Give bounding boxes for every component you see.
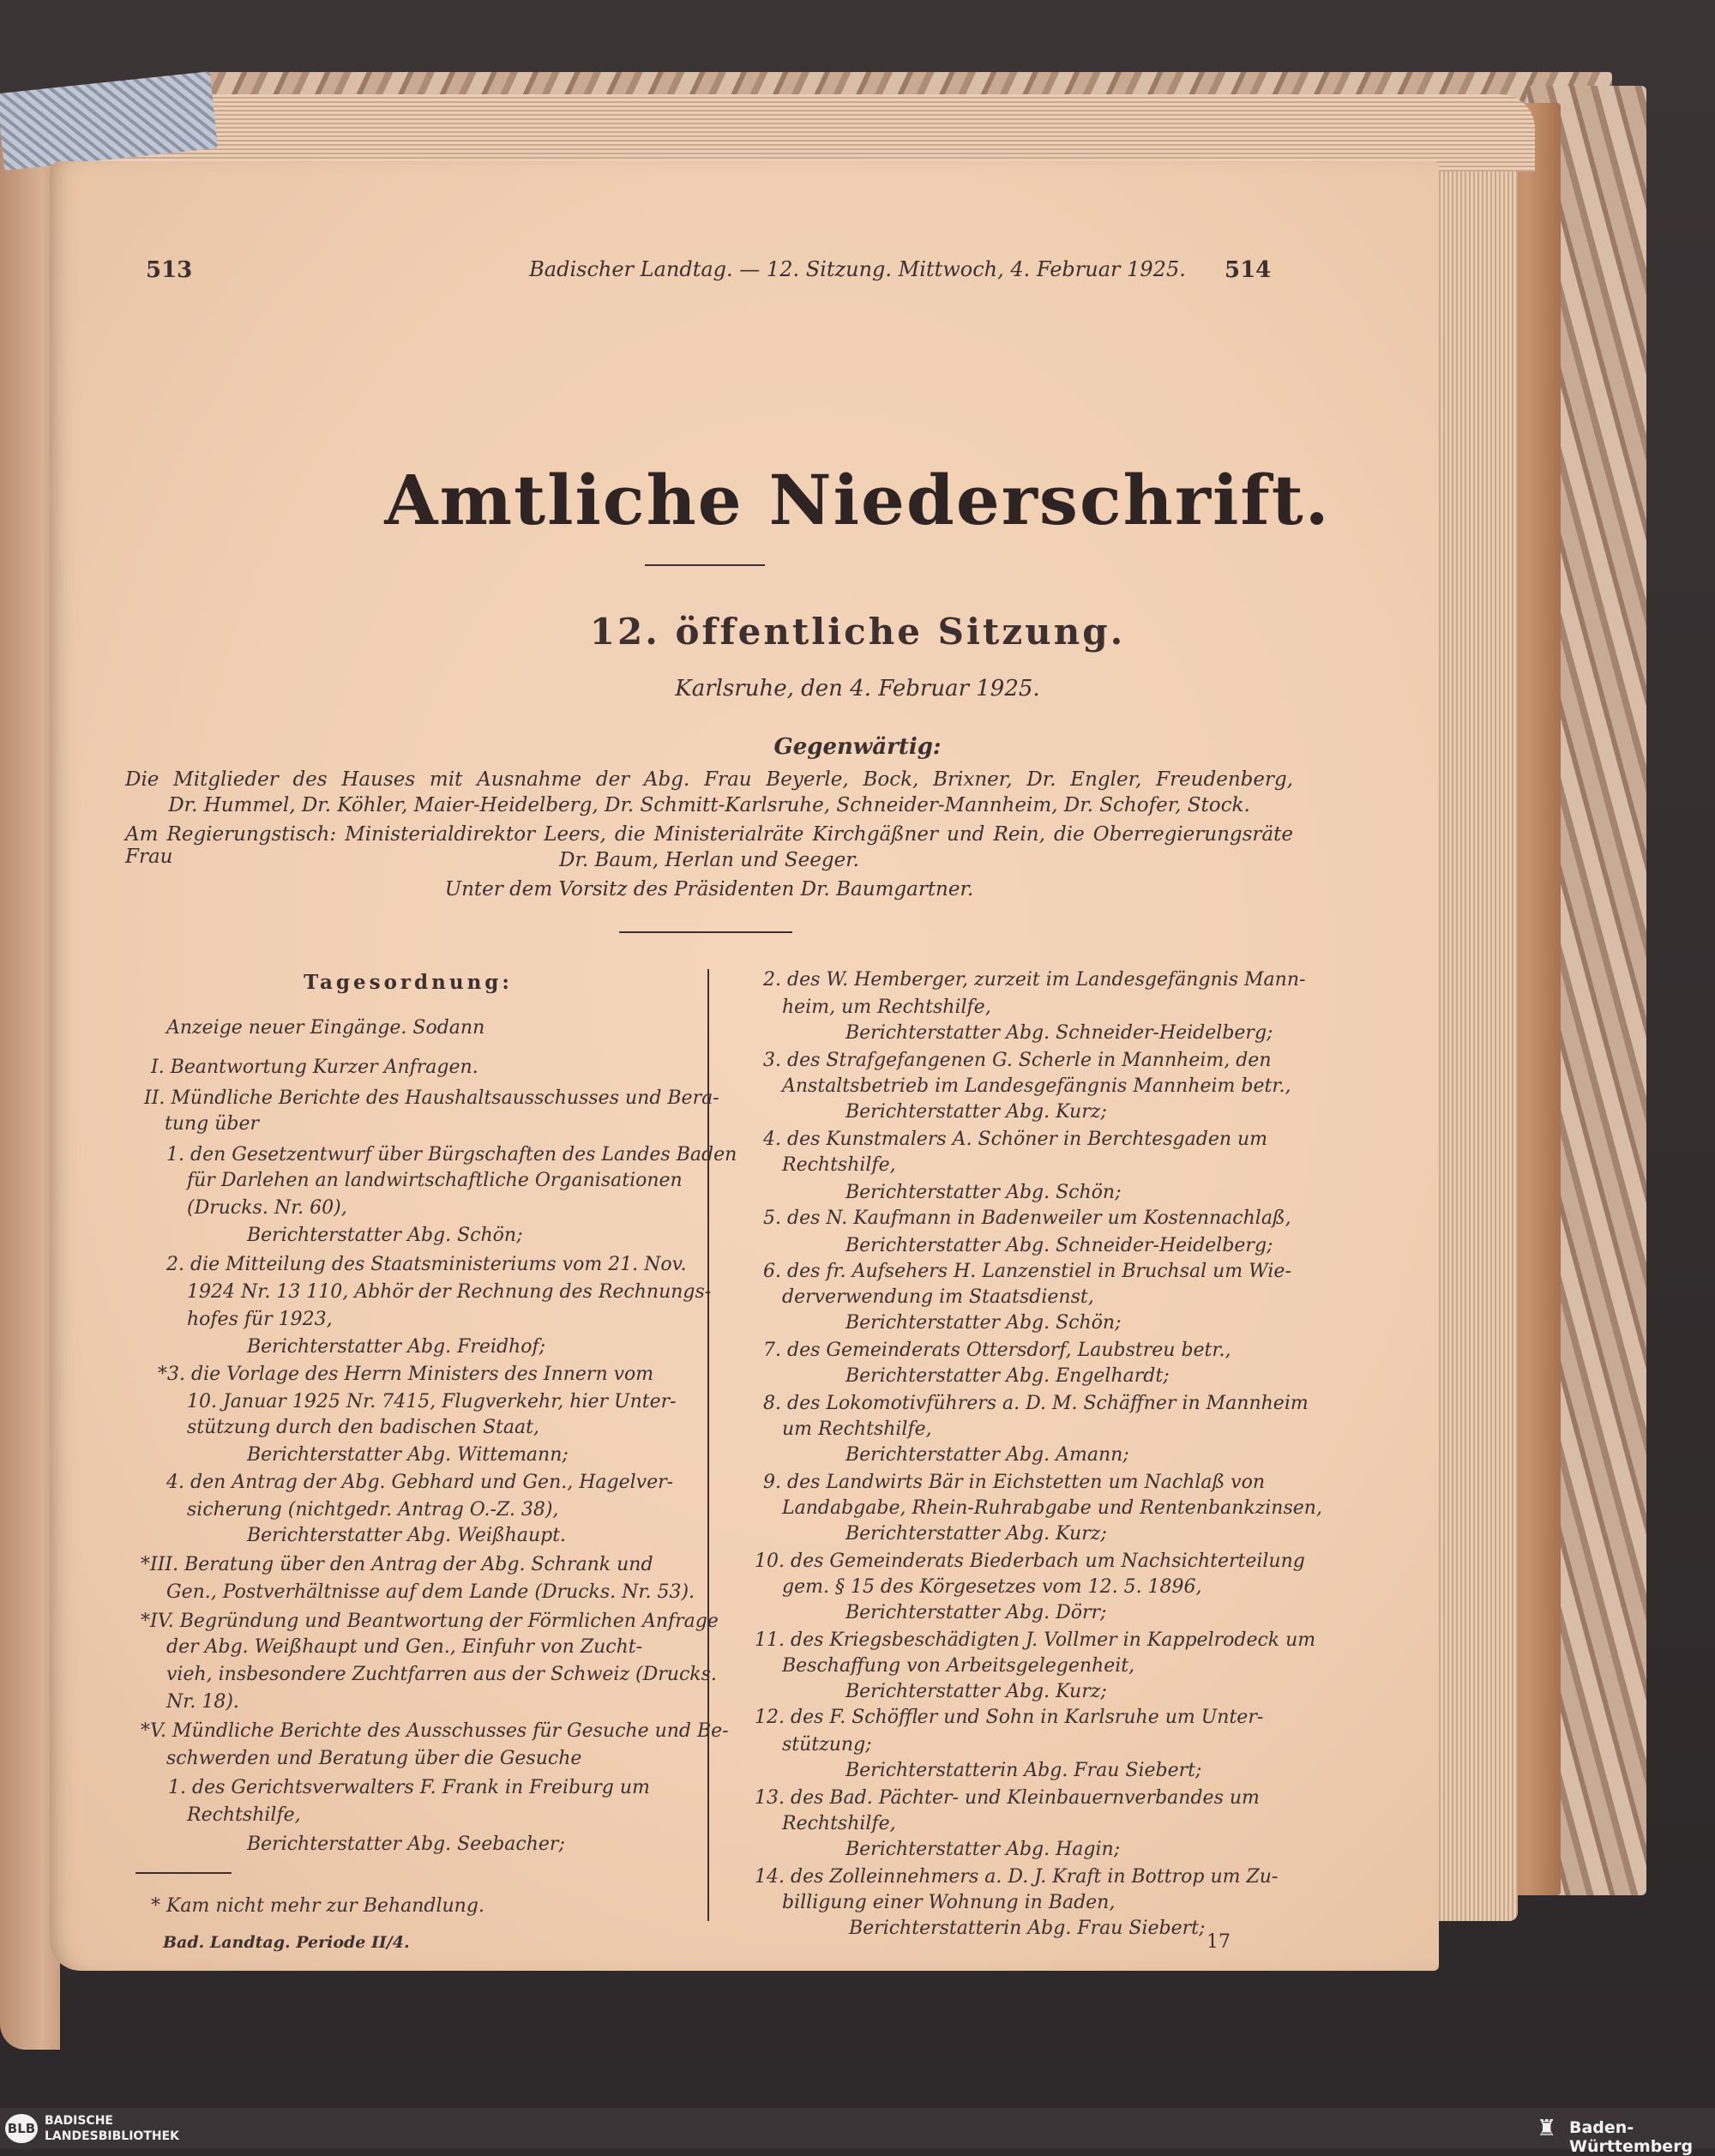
agenda-line: 11. des Kriegsbeschädigten J. Vollmer in Kappelrodeck um <box>755 1629 1316 1651</box>
agenda-line: 14. des Zolleinnehmers a. D. J. Kraft in Bottrop um Zu- <box>755 1866 1279 1888</box>
agenda-line: für Darlehen an landwirtschaftliche Organisationen <box>187 1170 683 1191</box>
agenda-line: Berichterstatter Abg. Wittemann; <box>247 1444 569 1466</box>
agenda-line: stützung durch den badischen Staat, <box>187 1417 539 1438</box>
agenda-line: 12. des F. Schöffler und Sohn in Karlsruhe um Unter- <box>755 1707 1264 1728</box>
agenda-line: billigung einer Wohnung in Baden, <box>782 1892 1116 1913</box>
agenda-line: Berichterstatter Abg. Schneider-Heidelberg; <box>845 1235 1273 1256</box>
blb-logo[interactable]: BLB <box>5 2114 38 2143</box>
place-date: Karlsruhe, den 4. Februar 1925. <box>675 676 1040 702</box>
library-name[interactable] <box>45 2113 179 2144</box>
agenda-line: 13. des Bad. Pächter- und Kleinbauernverbandes um <box>755 1787 1260 1809</box>
agenda-line: *III. Beratung über den Antrag der Abg. Schrank und <box>141 1554 653 1575</box>
agenda-line: Anzeige neuer Eingänge. Sodann <box>166 1017 485 1039</box>
session-title: 12. öffentliche Sitzung. <box>589 611 1126 653</box>
agenda-line: um Rechtshilfe, <box>782 1418 932 1440</box>
agenda-line: 1924 Nr. 13 110, Abhör der Rechnung des Rechnungs- <box>187 1281 712 1303</box>
agenda-line: derverwendung im Staatsdienst, <box>782 1286 1094 1308</box>
present-line: Am Regierungstisch: Ministerialdirektor Leers, die Ministerialräte Kirchgäßner und Rein, die Oberregierungsräte Frau <box>125 823 1293 868</box>
library-name-line1: BADISCHE <box>45 2114 113 2128</box>
running-header: Badischer Landtag. — 12. Sitzung. Mittwoch, 4. Februar 1925. <box>529 257 1186 281</box>
agenda-line: II. Mündliche Berichte des Haushaltsausschusses und Bera- <box>144 1087 719 1109</box>
agenda-line: Rechtshilfe, <box>187 1804 301 1826</box>
page-number-left: 513 <box>146 257 193 283</box>
agenda-line: schwerden und Beratung über die Gesuche <box>166 1748 582 1769</box>
agenda-line: Berichterstatter Abg. Amann; <box>845 1444 1129 1466</box>
agenda-line: Landabgabe, Rhein-Ruhrabgabe und Rentenbankzinsen, <box>782 1497 1322 1519</box>
agenda-line: 2. die Mitteilung des Staatsministeriums vom 21. Nov. <box>166 1254 687 1275</box>
library-name-line2: LANDESBIBLIOTHEK <box>45 2129 180 2143</box>
present-line: Dr. Baum, Herlan und Seeger. <box>559 849 859 871</box>
agenda-line: heim, um Rechtshilfe, <box>782 997 991 1018</box>
coat-of-arms-icon: ♜ <box>1537 2116 1557 2141</box>
agenda-line: Berichterstatter Abg. Schön; <box>247 1225 523 1246</box>
agenda-line: sicherung (nichtgedr. Antrag O.-Z. 38), <box>187 1499 559 1521</box>
agenda-line: Berichterstatter Abg. Schneider-Heidelberg; <box>845 1022 1273 1044</box>
agenda-line: Berichterstatter Abg. Seebacher; <box>247 1834 565 1855</box>
agenda-heading: Tagesordnung: <box>304 971 513 994</box>
agenda-line: 2. des W. Hemberger, zurzeit im Landesgefängnis Mann- <box>763 969 1306 991</box>
footer-left: Bad. Landtag. Periode II/4. <box>163 1933 410 1952</box>
present-heading: Gegenwärtig: <box>773 734 942 760</box>
agenda-line: Rechtshilfe, <box>782 1154 896 1176</box>
agenda-line: 10. des Gemeinderats Biederbach um Nachsichterteilung <box>755 1551 1305 1572</box>
agenda-line: 9. des Landwirts Bär in Eichstetten um Nachlaß von <box>763 1472 1266 1493</box>
agenda-line: tung über <box>165 1113 260 1135</box>
present-line: Dr. Hummel, Dr. Köhler, Maier-Heidelberg, Dr. Schmitt-Karlsruhe, Schneider-Mannheim, Dr. Schofer, Stock. <box>168 794 1250 816</box>
agenda-line: Rechtshilfe, <box>782 1813 896 1834</box>
agenda-line: 5. des N. Kaufmann in Badenweiler um Kostennachlaß, <box>763 1207 1291 1229</box>
agenda-line: 4. des Kunstmalers A. Schöner in Berchtesgaden um <box>763 1129 1268 1150</box>
agenda-line: (Drucks. Nr. 60), <box>187 1197 347 1219</box>
agenda-line: Berichterstatter Abg. Kurz; <box>845 1681 1107 1702</box>
agenda-line: Berichterstatter Abg. Schön; <box>845 1312 1122 1334</box>
agenda-line: 7. des Gemeinderats Ottersdorf, Laubstreu betr., <box>763 1340 1231 1361</box>
document-title: Amtliche Niederschrift. <box>384 460 1331 540</box>
agenda-line: Berichterstatter Abg. Engelhardt; <box>845 1365 1170 1387</box>
footnote: * Kam nicht mehr zur Behandlung. <box>151 1895 484 1917</box>
agenda-line: Beschaffung von Arbeitsgelegenheit, <box>782 1655 1135 1677</box>
agenda-line: *IV. Begründung und Beantwortung der Förmlichen Anfrage <box>141 1611 719 1632</box>
agenda-line: 1. den Gesetzentwurf über Bürgschaften des Landes Baden <box>166 1144 737 1165</box>
agenda-line: Berichterstatter Abg. Schön; <box>845 1182 1122 1203</box>
agenda-line: Berichterstatter Abg. Kurz; <box>845 1523 1107 1545</box>
agenda-line: Berichterstatter Abg. Hagin; <box>845 1839 1121 1860</box>
agenda-line: Berichterstatter Abg. Kurz; <box>845 1101 1107 1123</box>
agenda-line: 4. den Antrag der Abg. Gebhard und Gen., Hagelver- <box>166 1472 674 1493</box>
agenda-line: Nr. 18). <box>166 1691 239 1713</box>
agenda-line: stützung; <box>782 1734 872 1756</box>
agenda-line: *V. Mündliche Berichte des Ausschusses für Gesuche und Be- <box>141 1720 729 1742</box>
page-number-right: 514 <box>1225 257 1272 283</box>
agenda-line: hofes für 1923, <box>187 1309 333 1330</box>
agenda-line: Gen., Postverhältnisse auf dem Lande (Drucks. Nr. 53). <box>166 1581 695 1603</box>
present-line: Die Mitglieder des Hauses mit Ausnahme der Abg. Frau Beyerle, Bock, Brixner, Dr. Engler, Freudenberg, <box>125 768 1293 791</box>
agenda-line: 8. des Lokomotivführers a. D. M. Schäffner in Mannheim <box>763 1393 1309 1414</box>
footer-sheet-number: 17 <box>1207 1931 1231 1953</box>
agenda-line: Berichterstatter Abg. Dörr; <box>845 1602 1107 1623</box>
agenda-line: 1. des Gerichtsverwalters F. Frank in Freiburg um <box>168 1777 650 1798</box>
agenda-line: der Abg. Weißhaupt und Gen., Einfuhr von Zucht- <box>166 1636 643 1658</box>
agenda-line: Berichterstatter Abg. Weißhaupt. <box>247 1525 567 1546</box>
agenda-line: 6. des fr. Aufsehers H. Lanzenstiel in Bruchsal um Wie- <box>763 1261 1291 1282</box>
agenda-line: Berichterstatterin Abg. Frau Siebert; <box>849 1918 1206 1939</box>
agenda-line: gem. § 15 des Körgesetzes vom 12. 5. 1896, <box>782 1576 1202 1598</box>
present-line: Unter dem Vorsitz des Präsidenten Dr. Baumgartner. <box>444 878 974 900</box>
agenda-line: *3. die Vorlage des Herrn Ministers des Innern vom <box>158 1364 654 1385</box>
agenda-line: 10. Januar 1925 Nr. 7415, Flugverkehr, hier Unter- <box>187 1391 677 1412</box>
viewer-footer-bar <box>0 2108 1715 2149</box>
agenda-line: vieh, insbesondere Zuchtfarren aus der Schweiz (Drucks. <box>166 1664 717 1685</box>
agenda-line: Berichterstatter Abg. Freidhof; <box>247 1336 545 1358</box>
agenda-line: 3. des Strafgefangenen G. Scherle in Mannheim, den <box>763 1050 1272 1071</box>
footnote-rule <box>135 1872 232 1874</box>
state-name[interactable]: Baden-Württemberg <box>1569 2118 1694 2156</box>
agenda-line: Anstaltsbetrieb im Landesgefängnis Mannheim betr., <box>782 1075 1291 1097</box>
agenda-line: I. Beantwortung Kurzer Anfragen. <box>151 1057 478 1078</box>
agenda-line: Berichterstatterin Abg. Frau Siebert; <box>845 1760 1202 1781</box>
